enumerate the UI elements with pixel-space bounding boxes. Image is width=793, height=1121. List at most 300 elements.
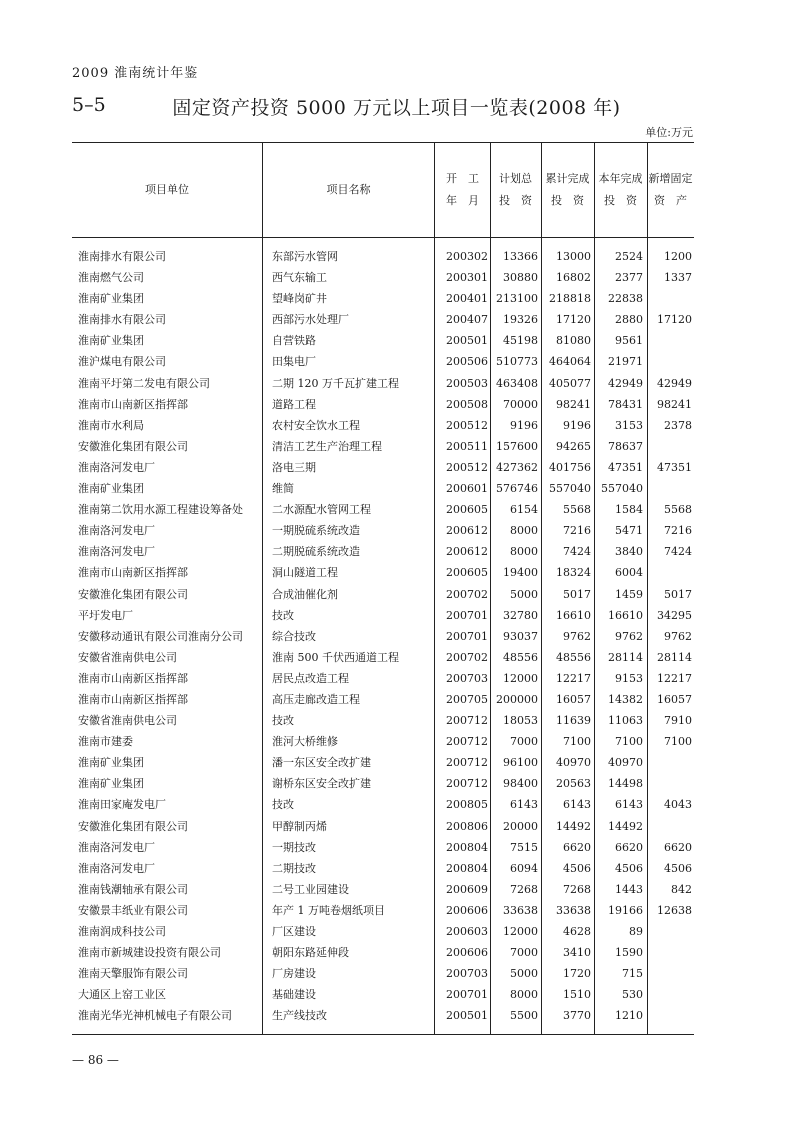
cumulative-investment-cell: 7268 — [563, 882, 591, 896]
new-fixed-assets-cell: 12217 — [657, 671, 692, 685]
cumulative-investment-cell: 81080 — [556, 334, 591, 348]
cumulative-investment-cell: 6143 — [563, 798, 591, 812]
cumulative-investment-cell: 13000 — [556, 250, 591, 263]
table-row — [72, 752, 694, 773]
new-fixed-assets-cell: 842 — [671, 882, 692, 896]
annual-investment-cell: 1459 — [615, 587, 643, 601]
project-name-cell: 朝阳东路延伸段 — [272, 946, 349, 960]
start-date-cell: 200805 — [446, 798, 488, 812]
start-date-cell: 200804 — [446, 861, 488, 875]
unit-cell: 淮南洛河发电厂 — [78, 861, 155, 875]
new-fixed-assets-cell: 34295 — [657, 608, 692, 622]
cumulative-investment-cell: 17120 — [556, 313, 591, 327]
planned-investment-cell: 32780 — [503, 608, 538, 622]
start-date-cell: 200501 — [446, 334, 488, 348]
start-date-cell: 200605 — [446, 566, 488, 580]
annual-investment-cell: 47351 — [608, 460, 643, 474]
new-fixed-assets-cell: 1337 — [664, 271, 692, 285]
column-header: 开 工 年 月 — [434, 143, 490, 237]
new-fixed-assets-cell — [647, 330, 694, 351]
cumulative-investment-cell: 5017 — [563, 587, 591, 601]
unit-cell: 淮南排水有限公司 — [78, 313, 166, 327]
new-fixed-assets-cell — [647, 351, 694, 372]
annual-investment-cell: 11063 — [608, 714, 643, 728]
cumulative-investment-cell: 5568 — [563, 503, 591, 517]
table-bottom-rule — [72, 1034, 694, 1035]
project-name-cell: 二期技改 — [272, 861, 316, 875]
column-header: 项目名称 — [262, 143, 434, 237]
project-name-cell: 技改 — [272, 608, 294, 622]
unit-cell: 安徽省淮南供电公司 — [78, 714, 177, 728]
cumulative-investment-cell: 7216 — [563, 524, 591, 538]
unit-cell: 安徽淮化集团有限公司 — [78, 819, 188, 833]
table-header — [72, 143, 694, 237]
new-fixed-assets-cell: 12638 — [657, 903, 692, 917]
project-name-cell: 技改 — [272, 714, 294, 728]
planned-investment-cell: 8000 — [510, 988, 538, 1002]
start-date-cell: 200703 — [446, 967, 488, 981]
cumulative-investment-cell: 4506 — [563, 861, 591, 875]
start-date-cell: 200512 — [446, 418, 488, 432]
table-row — [72, 351, 694, 372]
project-name-cell: 维简 — [272, 482, 294, 496]
new-fixed-assets-cell — [647, 816, 694, 837]
unit-cell: 淮南矿业集团 — [78, 482, 144, 496]
column-header: 新增固定 资 产 — [648, 172, 693, 207]
table-row — [72, 942, 694, 963]
cumulative-investment-cell: 1720 — [563, 967, 591, 981]
table-row — [72, 246, 694, 267]
project-name-cell: 年产 1 万吨卷烟纸项目 — [272, 903, 385, 917]
cumulative-investment-cell: 20563 — [556, 777, 591, 791]
annual-investment-cell: 78637 — [608, 439, 643, 453]
cumulative-investment-cell: 14492 — [556, 819, 591, 833]
table-row — [72, 984, 694, 1005]
start-date-cell: 200508 — [446, 397, 488, 411]
annual-investment-cell: 9561 — [615, 334, 643, 348]
cumulative-investment-cell: 6620 — [563, 840, 591, 854]
planned-investment-cell: 576746 — [496, 482, 538, 496]
table-row — [72, 584, 694, 605]
unit-cell: 淮南润成科技公司 — [78, 925, 166, 938]
column-header: 计划总 投 资 — [499, 172, 532, 207]
start-date-cell: 200703 — [446, 671, 488, 685]
annual-investment-cell: 42949 — [608, 376, 643, 390]
start-date-cell: 200401 — [446, 292, 488, 306]
planned-investment-cell: 48556 — [503, 650, 538, 664]
project-name-cell: 西气东输工 — [272, 271, 327, 285]
table-row — [72, 373, 694, 394]
unit-cell: 淮南市水利局 — [78, 418, 144, 432]
planned-investment-cell: 5000 — [510, 587, 538, 601]
table-row — [72, 562, 694, 583]
project-name-cell: 道路工程 — [272, 397, 316, 411]
unit-cell: 大通区上窑工业区 — [78, 988, 166, 1002]
section-number: 5–5 — [72, 94, 106, 116]
table-row — [72, 963, 694, 984]
new-fixed-assets-cell — [647, 288, 694, 309]
annual-investment-cell: 530 — [622, 988, 643, 1002]
table-row — [72, 794, 694, 815]
unit-cell: 淮南矿业集团 — [78, 777, 144, 791]
start-date-cell: 200606 — [446, 946, 488, 960]
table-row — [72, 394, 694, 415]
unit-cell: 安徽景丰纸业有限公司 — [78, 903, 188, 917]
project-name-cell: 二期 120 万千瓦扩建工程 — [272, 376, 399, 390]
unit-cell: 淮南平圩第二发电有限公司 — [78, 376, 210, 390]
new-fixed-assets-cell: 7424 — [664, 545, 692, 559]
new-fixed-assets-cell — [647, 1005, 694, 1026]
unit-cell: 淮南排水有限公司 — [78, 250, 166, 263]
planned-investment-cell: 213100 — [496, 292, 538, 306]
annual-investment-cell: 3153 — [615, 418, 643, 432]
table-row — [72, 330, 694, 351]
start-date-cell: 200511 — [446, 439, 488, 453]
cumulative-investment-cell: 7424 — [563, 545, 591, 559]
new-fixed-assets-cell: 47351 — [657, 460, 692, 474]
table-row — [72, 900, 694, 921]
project-name-cell: 厂房建设 — [272, 967, 316, 981]
table-row — [72, 773, 694, 794]
cumulative-investment-cell: 557040 — [549, 482, 591, 496]
annual-investment-cell: 715 — [622, 967, 643, 981]
cumulative-investment-cell: 16802 — [556, 271, 591, 285]
unit-cell: 淮南市山南新区指挥部 — [78, 692, 188, 706]
unit-cell: 淮南第二饮用水源工程建设筹备处 — [78, 503, 243, 517]
project-name-cell: 田集电厂 — [272, 355, 316, 369]
project-name-cell: 技改 — [272, 798, 294, 812]
planned-investment-cell: 30880 — [503, 271, 538, 285]
table-row — [72, 288, 694, 309]
annual-investment-cell: 1584 — [615, 503, 643, 517]
unit-cell: 淮南市山南新区指挥部 — [78, 671, 188, 685]
project-name-cell: 谢桥东区安全改扩建 — [272, 777, 371, 791]
planned-investment-cell: 5000 — [510, 967, 538, 981]
planned-investment-cell: 96100 — [503, 756, 538, 770]
column-header: 本年完成 投 资 — [598, 172, 643, 207]
unit-cell: 淮南矿业集团 — [78, 334, 144, 348]
annual-investment-cell: 1443 — [615, 882, 643, 896]
project-name-cell: 农村安全饮水工程 — [272, 418, 360, 432]
unit-cell: 淮南洛河发电厂 — [78, 460, 155, 474]
project-name-cell: 淮河大桥维修 — [272, 735, 338, 749]
unit-cell: 安徽省淮南供电公司 — [78, 650, 177, 664]
unit-cell: 淮南市山南新区指挥部 — [78, 397, 188, 411]
planned-investment-cell: 7000 — [510, 946, 538, 960]
table-row — [72, 1005, 694, 1026]
annual-investment-cell: 14382 — [608, 692, 643, 706]
cumulative-investment-cell: 16610 — [556, 608, 591, 622]
new-fixed-assets-cell: 1200 — [664, 250, 692, 263]
start-date-cell: 200606 — [446, 903, 488, 917]
cumulative-investment-cell: 4628 — [563, 925, 591, 938]
annual-investment-cell: 22838 — [608, 292, 643, 306]
start-date-cell: 200302 — [446, 250, 488, 263]
cumulative-investment-cell: 218818 — [549, 292, 591, 306]
new-fixed-assets-cell: 98241 — [657, 397, 692, 411]
planned-investment-cell: 33638 — [503, 903, 538, 917]
planned-investment-cell: 12000 — [503, 671, 538, 685]
planned-investment-cell: 6143 — [510, 798, 538, 812]
new-fixed-assets-cell: 6620 — [664, 840, 692, 854]
new-fixed-assets-cell: 16057 — [657, 692, 692, 706]
annual-investment-cell: 19166 — [608, 903, 643, 917]
new-fixed-assets-cell — [647, 436, 694, 457]
table-row — [72, 816, 694, 837]
cumulative-investment-cell: 16057 — [556, 692, 591, 706]
planned-investment-cell: 20000 — [503, 819, 538, 833]
start-date-cell: 200605 — [446, 503, 488, 517]
new-fixed-assets-cell — [647, 478, 694, 499]
unit-cell: 淮南市新城建设投资有限公司 — [78, 946, 221, 960]
annual-investment-cell: 16610 — [608, 608, 643, 622]
planned-investment-cell: 93037 — [503, 629, 538, 643]
start-date-cell: 200609 — [446, 882, 488, 896]
cumulative-investment-cell: 12217 — [556, 671, 591, 685]
annual-investment-cell: 1590 — [615, 946, 643, 960]
planned-investment-cell: 9196 — [510, 418, 538, 432]
cumulative-investment-cell: 7100 — [563, 735, 591, 749]
start-date-cell: 200712 — [446, 777, 488, 791]
new-fixed-assets-cell: 4506 — [664, 861, 692, 875]
unit-cell: 淮南燃气公司 — [78, 271, 144, 285]
new-fixed-assets-cell: 4043 — [664, 798, 692, 812]
table-row — [72, 541, 694, 562]
cumulative-investment-cell: 33638 — [556, 903, 591, 917]
unit-cell: 平圩发电厂 — [78, 608, 133, 622]
new-fixed-assets-cell — [647, 921, 694, 942]
start-date-cell: 200603 — [446, 925, 488, 938]
project-name-cell: 望峰岗矿井 — [272, 292, 327, 306]
start-date-cell: 200712 — [446, 714, 488, 728]
planned-investment-cell: 200000 — [496, 692, 538, 706]
annual-investment-cell: 3840 — [615, 545, 643, 559]
unit-cell: 淮沪煤电有限公司 — [78, 355, 166, 369]
annual-investment-cell: 5471 — [615, 524, 643, 538]
cumulative-investment-cell: 9762 — [563, 629, 591, 643]
planned-investment-cell: 19326 — [503, 313, 538, 327]
start-date-cell: 200612 — [446, 545, 488, 559]
unit-cell: 安徽淮化集团有限公司 — [78, 587, 188, 601]
unit-cell: 淮南市建委 — [78, 735, 133, 749]
project-name-cell: 生产线技改 — [272, 1009, 327, 1023]
annual-investment-cell: 14498 — [608, 777, 643, 791]
planned-investment-cell: 13366 — [503, 250, 538, 263]
new-fixed-assets-cell — [647, 773, 694, 794]
annual-investment-cell: 557040 — [601, 482, 643, 496]
start-date-cell: 200806 — [446, 819, 488, 833]
new-fixed-assets-cell — [647, 984, 694, 1005]
page-number: — 86 — — [72, 1053, 119, 1067]
cumulative-investment-cell: 1510 — [563, 988, 591, 1002]
unit-cell: 淮南钱潮轴承有限公司 — [78, 882, 188, 896]
project-name-cell: 二号工业园建设 — [272, 882, 349, 896]
unit-cell: 淮南矿业集团 — [78, 756, 144, 770]
table-row — [72, 267, 694, 288]
annual-investment-cell: 28114 — [608, 650, 643, 664]
project-name-cell: 高压走廊改造工程 — [272, 692, 360, 706]
annual-investment-cell: 6004 — [615, 566, 643, 580]
project-name-cell: 洞山隧道工程 — [272, 566, 338, 580]
project-name-cell: 居民点改造工程 — [272, 671, 349, 685]
annual-investment-cell: 6620 — [615, 840, 643, 854]
new-fixed-assets-cell: 7910 — [664, 714, 692, 728]
unit-cell: 淮南洛河发电厂 — [78, 524, 155, 538]
planned-investment-cell: 45198 — [503, 334, 538, 348]
annual-investment-cell: 2880 — [615, 313, 643, 327]
page-title: 固定资产投资 5000 万元以上项目一览表(2008 年) — [172, 97, 621, 119]
table-row — [72, 668, 694, 689]
unit-label: 单位:万元 — [645, 126, 693, 139]
project-name-cell: 自营铁路 — [272, 334, 316, 348]
cumulative-investment-cell: 401756 — [549, 460, 591, 474]
planned-investment-cell: 7000 — [510, 735, 538, 749]
start-date-cell: 200702 — [446, 587, 488, 601]
column-header: 累计完成 投 资 — [545, 172, 590, 207]
unit-cell: 淮南田家庵发电厂 — [78, 798, 166, 812]
unit-cell: 淮南市山南新区指挥部 — [78, 566, 188, 580]
project-name-cell: 潘一东区安全改扩建 — [272, 756, 371, 770]
table-row — [72, 499, 694, 520]
annual-investment-cell: 7100 — [615, 735, 643, 749]
unit-cell: 淮南矿业集团 — [78, 292, 144, 306]
column-header: 项目单位 — [145, 183, 189, 196]
annual-investment-cell: 9762 — [615, 629, 643, 643]
table-row — [72, 520, 694, 541]
start-date-cell: 200804 — [446, 840, 488, 854]
start-date-cell: 200712 — [446, 756, 488, 770]
planned-investment-cell: 463408 — [496, 376, 538, 390]
project-name-cell: 基础建设 — [272, 988, 316, 1002]
planned-investment-cell: 7515 — [510, 840, 538, 854]
start-date-cell: 200407 — [446, 313, 488, 327]
annual-investment-cell: 14492 — [608, 819, 643, 833]
project-name-cell: 一期脱硫系统改造 — [272, 524, 360, 538]
annual-investment-cell: 21971 — [608, 355, 643, 369]
table-row — [72, 647, 694, 668]
planned-investment-cell: 70000 — [503, 397, 538, 411]
planned-investment-cell: 510773 — [496, 355, 538, 369]
annual-investment-cell: 6143 — [615, 798, 643, 812]
project-name-cell: 东部污水管网 — [272, 250, 338, 263]
planned-investment-cell: 8000 — [510, 545, 538, 559]
start-date-cell: 200701 — [446, 629, 488, 643]
new-fixed-assets-cell: 7100 — [664, 735, 692, 749]
planned-investment-cell: 18053 — [503, 714, 538, 728]
planned-investment-cell: 157600 — [496, 439, 538, 453]
project-name-cell: 洛电三期 — [272, 460, 316, 474]
unit-cell: 淮南天擎服饰有限公司 — [78, 967, 188, 981]
table-row — [72, 858, 694, 879]
planned-investment-cell: 8000 — [510, 524, 538, 538]
cumulative-investment-cell: 405077 — [549, 376, 591, 390]
start-date-cell: 200512 — [446, 460, 488, 474]
new-fixed-assets-cell: 5568 — [664, 503, 692, 517]
project-name-cell: 甲醇制丙烯 — [272, 819, 327, 833]
table-row — [72, 710, 694, 731]
annual-investment-cell: 2377 — [615, 271, 643, 285]
table-row — [72, 689, 694, 710]
project-name-cell: 西部污水处理厂 — [272, 313, 349, 327]
cumulative-investment-cell: 11639 — [556, 714, 591, 728]
project-name-cell: 淮南 500 千伏西通道工程 — [272, 650, 399, 664]
yearbook-label: 2009 淮南统计年鉴 — [72, 66, 199, 81]
cumulative-investment-cell: 9196 — [563, 418, 591, 432]
table-row — [72, 478, 694, 499]
project-name-cell: 综合技改 — [272, 629, 316, 643]
planned-investment-cell: 7268 — [510, 882, 538, 896]
start-date-cell: 200301 — [446, 271, 488, 285]
start-date-cell: 200506 — [446, 355, 488, 369]
project-name-cell: 合成油催化剂 — [272, 587, 338, 601]
new-fixed-assets-cell — [647, 752, 694, 773]
unit-cell: 淮南光华光神机械电子有限公司 — [78, 1009, 232, 1023]
planned-investment-cell: 6094 — [510, 861, 538, 875]
new-fixed-assets-cell: 2378 — [664, 418, 692, 432]
annual-investment-cell: 2524 — [615, 250, 643, 263]
table-row — [72, 605, 694, 626]
start-date-cell: 200702 — [446, 650, 488, 664]
cumulative-investment-cell: 3770 — [563, 1009, 591, 1023]
cumulative-investment-cell: 18324 — [556, 566, 591, 580]
table-row — [72, 309, 694, 330]
table-row — [72, 837, 694, 858]
annual-investment-cell: 40970 — [608, 756, 643, 770]
start-date-cell: 200705 — [446, 692, 488, 706]
new-fixed-assets-cell: 28114 — [657, 650, 692, 664]
annual-investment-cell: 78431 — [608, 397, 643, 411]
new-fixed-assets-cell: 7216 — [664, 524, 692, 538]
table-row — [72, 731, 694, 752]
planned-investment-cell: 6154 — [510, 503, 538, 517]
planned-investment-cell: 98400 — [503, 777, 538, 791]
start-date-cell: 200701 — [446, 988, 488, 1002]
table-row — [72, 436, 694, 457]
project-table — [72, 142, 694, 1035]
cumulative-investment-cell: 94265 — [556, 439, 591, 453]
start-date-cell: 200503 — [446, 376, 488, 390]
project-name-cell: 清洁工艺生产治理工程 — [272, 439, 382, 453]
planned-investment-cell: 19400 — [503, 566, 538, 580]
cumulative-investment-cell: 98241 — [556, 397, 591, 411]
table-row — [72, 879, 694, 900]
annual-investment-cell: 4506 — [615, 861, 643, 875]
start-date-cell: 200501 — [446, 1009, 488, 1023]
unit-cell: 安徽移动通讯有限公司淮南分公司 — [78, 629, 243, 643]
unit-cell: 淮南洛河发电厂 — [78, 545, 155, 559]
cumulative-investment-cell: 40970 — [556, 756, 591, 770]
planned-investment-cell: 427362 — [496, 460, 538, 474]
project-name-cell: 二期脱硫系统改造 — [272, 545, 360, 559]
cumulative-investment-cell: 464064 — [549, 355, 591, 369]
new-fixed-assets-cell: 9762 — [664, 629, 692, 643]
new-fixed-assets-cell — [647, 562, 694, 583]
planned-investment-cell: 12000 — [503, 925, 538, 938]
project-name-cell: 一期技改 — [272, 840, 316, 854]
unit-cell: 安徽淮化集团有限公司 — [78, 439, 188, 453]
table-row — [72, 457, 694, 478]
cumulative-investment-cell: 48556 — [556, 650, 591, 664]
start-date-cell: 200601 — [446, 482, 488, 496]
planned-investment-cell: 5500 — [510, 1009, 538, 1023]
start-date-cell: 200701 — [446, 608, 488, 622]
project-name-cell: 厂区建设 — [272, 925, 316, 938]
annual-investment-cell: 9153 — [615, 671, 643, 685]
cumulative-investment-cell: 3410 — [563, 946, 591, 960]
unit-cell: 淮南洛河发电厂 — [78, 840, 155, 854]
annual-investment-cell: 89 — [629, 925, 643, 938]
new-fixed-assets-cell: 17120 — [657, 313, 692, 327]
